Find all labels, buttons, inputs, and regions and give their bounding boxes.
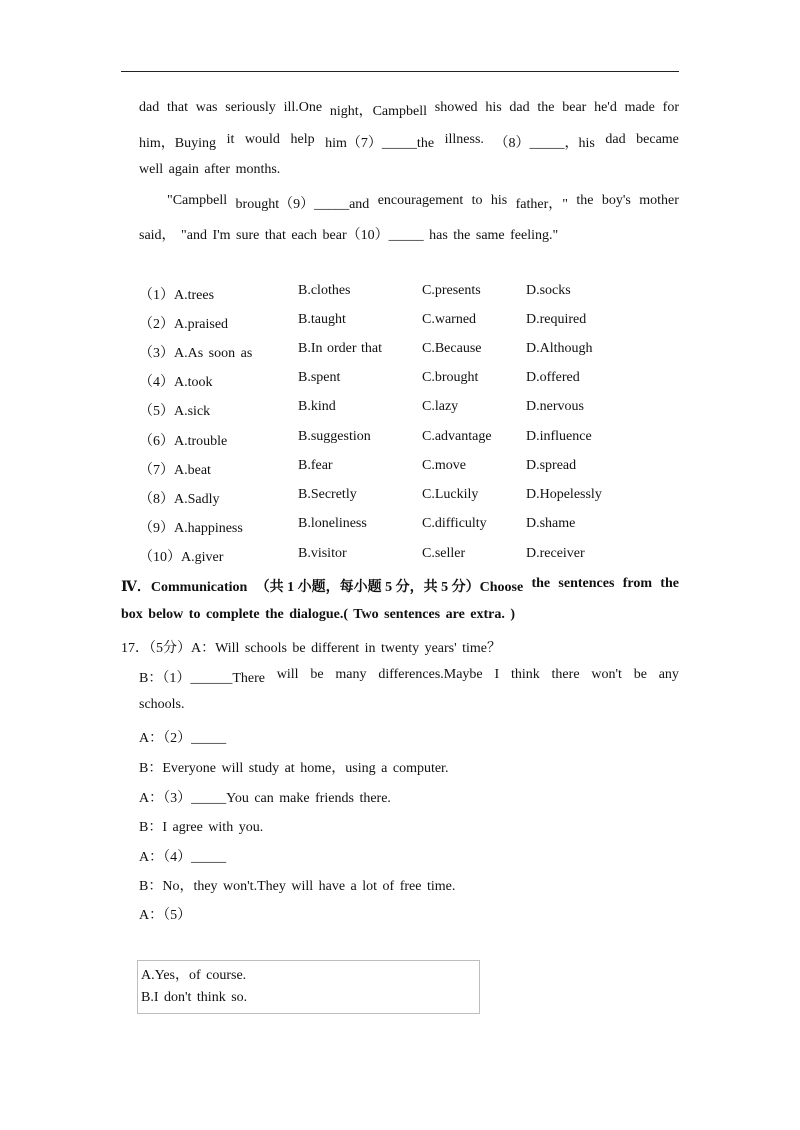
- option-b: B.suggestion: [298, 429, 371, 444]
- word: I: [494, 667, 500, 682]
- option-b: B.In order that: [298, 341, 383, 356]
- option-d: D.offered: [526, 370, 580, 385]
- word: brought（9）_____and: [235, 197, 370, 212]
- word: dad: [139, 100, 160, 115]
- option-b: B.loneliness: [298, 516, 367, 531]
- option-b: B.Secretly: [298, 487, 357, 502]
- word: the: [537, 100, 555, 115]
- word: night，Campbell: [329, 104, 428, 119]
- question-header: 17．（5分）A：Will schools be different in twenty years' time？: [121, 641, 502, 656]
- word: there: [551, 667, 580, 682]
- dialogue-line-b2: B：Everyone will study at home，using a computer.: [139, 761, 449, 776]
- word: be: [633, 667, 647, 682]
- option-a: （3）A.As soon as: [139, 346, 253, 361]
- option-d: D.shame: [526, 516, 576, 531]
- option-c: C.presents: [422, 283, 481, 298]
- word: sentences: [558, 576, 615, 591]
- word: became: [636, 132, 679, 147]
- option-d: D.nervous: [526, 399, 584, 414]
- word: would: [244, 132, 280, 147]
- passage-line-3: well again after months.: [139, 162, 281, 177]
- word: think: [510, 667, 540, 682]
- word: differences.Maybe: [378, 667, 483, 682]
- word: the: [576, 193, 594, 208]
- option-b: B.taught: [298, 312, 346, 327]
- word: encouragement: [377, 193, 464, 208]
- dialogue-line-a3: A：（3）_____You can make friends there.: [139, 791, 391, 806]
- option-d: D.socks: [526, 283, 571, 298]
- passage-line-4: [167, 193, 679, 213]
- option-b: B.spent: [298, 370, 341, 385]
- word: any: [658, 667, 679, 682]
- word: won't: [591, 667, 622, 682]
- word: his: [485, 100, 502, 115]
- option-c: C.warned: [422, 312, 477, 327]
- word: illness.: [444, 132, 484, 147]
- word: made: [624, 100, 655, 115]
- option-a: （6）A.trouble: [139, 434, 228, 449]
- word: boy's: [601, 193, 631, 208]
- dialogue-line-b3: B：I agree with you.: [139, 820, 264, 835]
- section-instructions: box below to complete the dialogue.( Two sentences are extra. ): [121, 607, 516, 622]
- word: many: [335, 667, 367, 682]
- word: him（7）_____the: [325, 136, 435, 151]
- passage-line-5: said， "and I'm sure that each bear（10）_____ has the same feeling.": [139, 228, 559, 243]
- dialogue-line-b1: [139, 667, 679, 687]
- word: dad: [509, 100, 530, 115]
- word: （共 1 小题，每小题 5 分，共 5 分）Choose: [255, 580, 524, 595]
- option-c: C.Because: [422, 341, 482, 356]
- option-d: D.influence: [526, 429, 592, 444]
- word: be: [310, 667, 324, 682]
- option-c: C.seller: [422, 546, 466, 561]
- word: ill.One: [283, 100, 323, 115]
- option-d: D.spread: [526, 458, 577, 473]
- option-c: C.difficulty: [422, 516, 487, 531]
- word: his: [490, 193, 508, 208]
- word: will: [276, 667, 299, 682]
- word: （8）_____，his: [494, 136, 595, 151]
- option-d: D.Although: [526, 341, 593, 356]
- dialogue-line-a4: A：（4）_____: [139, 850, 227, 865]
- passage-line-2: [139, 132, 679, 152]
- dialogue-line-a5: A：（5）: [139, 908, 192, 923]
- option-b: B.clothes: [298, 283, 351, 298]
- word: him，Buying: [139, 136, 217, 151]
- option-a: （2）A.praised: [139, 317, 229, 332]
- word: the: [531, 576, 551, 591]
- word: from: [622, 576, 652, 591]
- answer-option: A.Yes，of course.: [141, 968, 247, 983]
- word: mother: [639, 193, 679, 208]
- word: it: [226, 132, 235, 147]
- word: "Campbell: [167, 193, 228, 208]
- option-a: （1）A.trees: [139, 288, 215, 303]
- word: help: [290, 132, 315, 147]
- dialogue-line-b4: B：No，they won't.They will have a lot of free time.: [139, 879, 456, 894]
- option-b: B.visitor: [298, 546, 347, 561]
- option-c: C.brought: [422, 370, 479, 385]
- dialogue-line-a2: A：（2）_____: [139, 731, 227, 746]
- word: dad: [605, 132, 626, 147]
- option-d: D.receiver: [526, 546, 585, 561]
- word: B：（1）______There: [139, 671, 265, 686]
- word: that: [166, 100, 188, 115]
- word: he'd: [594, 100, 617, 115]
- option-a: （8）A.Sadly: [139, 492, 220, 507]
- option-d: D.Hopelessly: [526, 487, 602, 502]
- option-a: （4）A.took: [139, 375, 213, 390]
- option-a: （10）A.giver: [139, 550, 224, 565]
- answer-options-box: [137, 960, 480, 1014]
- option-b: B.fear: [298, 458, 333, 473]
- option-a: （7）A.beat: [139, 463, 211, 478]
- answer-option: B.I don't think so.: [141, 990, 248, 1005]
- word: seriously: [225, 100, 276, 115]
- word: was: [195, 100, 218, 115]
- word: bear: [562, 100, 587, 115]
- option-c: C.move: [422, 458, 466, 473]
- option-b: B.kind: [298, 399, 336, 414]
- passage-line-1: [139, 100, 679, 120]
- section-heading: [121, 576, 679, 596]
- option-a: （5）A.sick: [139, 404, 211, 419]
- word: showed: [434, 100, 478, 115]
- word: Ⅳ．Communication: [121, 580, 248, 595]
- word: father，": [515, 197, 568, 212]
- header-rule: [121, 71, 679, 72]
- dialogue-line-b1-cont: schools.: [139, 697, 185, 712]
- option-c: C.advantage: [422, 429, 492, 444]
- option-d: D.required: [526, 312, 587, 327]
- option-a: （9）A.happiness: [139, 521, 243, 536]
- word: the: [660, 576, 679, 591]
- option-c: C.Luckily: [422, 487, 479, 502]
- option-c: C.lazy: [422, 399, 459, 414]
- word: for: [662, 100, 679, 115]
- word: to: [471, 193, 483, 208]
